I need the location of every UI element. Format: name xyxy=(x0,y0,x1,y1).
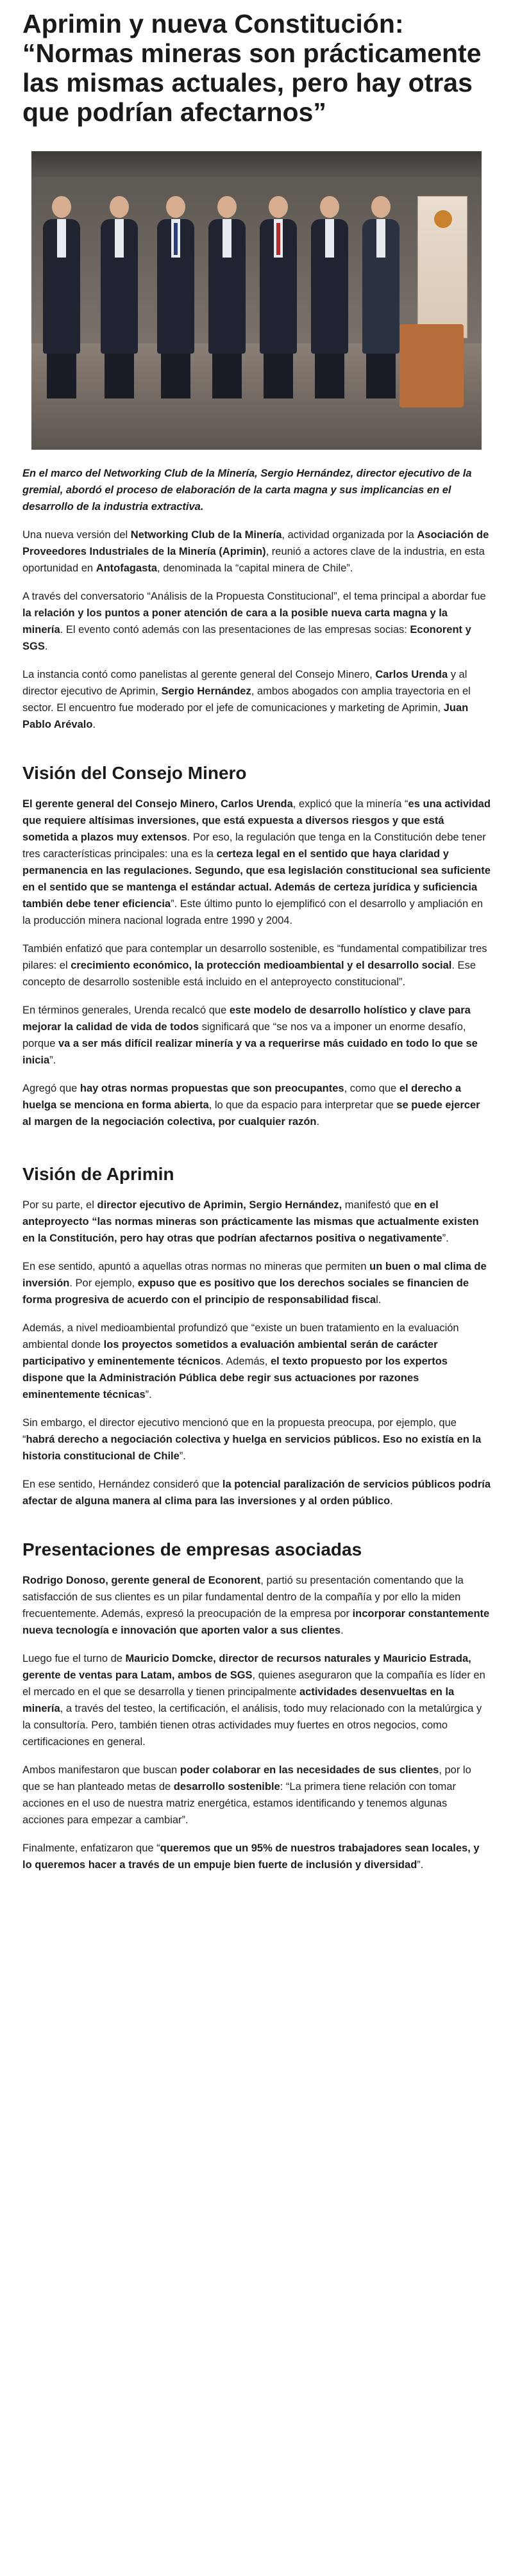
photo-person xyxy=(260,196,297,398)
paragraph xyxy=(22,666,491,733)
photo-person xyxy=(311,196,348,398)
hero-photo xyxy=(31,151,482,450)
text-run: , reunió a actores clave de la industria, en esta oportunidad en xyxy=(22,546,485,574)
text-run: , ambos abogados con amplia trayectoria en el sector. El encuentro fue moderado por el jefe de comunicaciones y marketing de Aprimin, xyxy=(22,685,471,714)
bold-text: la relación y los puntos a poner atención de cara a la posible nueva carta magna y la minería xyxy=(22,607,448,636)
section-heading: Visión del Consejo Minero xyxy=(22,763,247,783)
paragraph xyxy=(22,1840,491,1873)
text-run: En términos generales, Urenda recalcó que xyxy=(22,1005,230,1016)
bold-text: Mauricio Domcke, director de recursos naturales y Mauricio Estrada, gerente de ventas para Latam, ambos de SGS xyxy=(22,1653,471,1681)
bold-text: va a ser más difícil realizar minería y va a requerirse más cuidado en todo lo que se inicia xyxy=(22,1038,478,1066)
text-run: En ese sentido, apuntó a aquellas otras normas no mineras que permiten xyxy=(22,1261,370,1272)
bold-text: Networking Club de la Minería xyxy=(130,529,282,541)
text-run: Además, a nivel medioambiental profundizó que “existe un buen tratamiento en la evaluación ambiental donde xyxy=(22,1322,459,1350)
text-run: . Ese concepto de desarrollo sostenible está incluido en el anteproyecto constitucional”. xyxy=(22,960,476,988)
bold-text: expuso que es positivo que los derechos sociales se financien de forma progresiva de acuerdo con el principio de responsabilidad fisca xyxy=(22,1277,469,1306)
bold-text: certeza legal en el sentido que haya claridad y permanencia en las regulaciones. Segundo, que esa legislación constitucional sea suficiente en el sentido que se mantenga el estándar actual. Además de certeza jurídica y suficiencia también debe tener eficiencia xyxy=(22,848,491,910)
photo-wall xyxy=(31,151,482,343)
photo-banner-logo xyxy=(434,210,452,228)
bold-text: Rodrigo Donoso, gerente general de Econorent xyxy=(22,1575,261,1586)
text-run: Una nueva versión del xyxy=(22,529,131,541)
paragraph xyxy=(22,1476,491,1509)
bold-text: El gerente general del Consejo Minero, Carlos Urenda xyxy=(22,798,293,810)
section-heading: Presentaciones de empresas asociadas xyxy=(22,1539,362,1559)
photo-person xyxy=(157,196,194,398)
bold-text: poder colaborar en las necesidades de sus clientes xyxy=(180,1764,439,1776)
text-run: En ese sentido, Hernández consideró que xyxy=(22,1479,223,1490)
bold-text: en el anteproyecto “las normas mineras son prácticamente las mismas que actualmente existen en la Constitución, pero hay otras que podrían afectarnos positiva o negativamente xyxy=(22,1199,479,1244)
bold-text: se puede ejercer al margen de la negociación colectiva, por cualquier razón xyxy=(22,1099,480,1128)
bold-text: un buen o mal clima de inversión xyxy=(22,1261,487,1289)
text-run: , explicó que la minería “ xyxy=(292,798,408,810)
text-run: . Por eso, la regulación que tenga en la Constitución debe tener tres características principales: una es la xyxy=(22,832,486,860)
bold-text: habrá derecho a negociación colectiva y huelga en servicios públicos. Eso no existía en la historia constitucional de Chile xyxy=(22,1434,482,1462)
paragraph xyxy=(22,940,491,990)
text-run: manifestó que xyxy=(342,1199,415,1211)
text-run: ”. xyxy=(417,1859,424,1871)
bold-text: este modelo de desarrollo holístico y clave para mejorar la calidad de vida de todos xyxy=(22,1005,471,1033)
bold-text: actividades desenvueltas en la minería xyxy=(22,1686,455,1714)
bold-text: Antofagasta xyxy=(96,562,158,574)
bold-text: director ejecutivo de Aprimin, Sergio Hernández, xyxy=(97,1199,342,1211)
paragraph xyxy=(22,1762,491,1828)
text-run: Por su parte, el xyxy=(22,1199,97,1211)
bold-text: hay otras normas propuestas que son preocupantes xyxy=(80,1083,344,1094)
paragraph xyxy=(22,1415,491,1464)
text-run: La instancia contó como panelistas al gerente general del Consejo Minero, xyxy=(22,669,376,680)
text-run: . xyxy=(316,1116,320,1128)
bold-text: Sergio Hernández xyxy=(161,685,251,697)
text-run: ”. xyxy=(442,1233,449,1244)
text-run: ”. Este último punto lo ejemplificó con el desarrollo y ampliación en la producción minera nacional lograda entre 1990 y 2004. xyxy=(22,898,484,926)
bold-text: Econorent y SGS xyxy=(22,624,471,652)
text-run: A través del conversatorio “Análisis de la Propuesta Constitucional”, el tema principal a abordar fue xyxy=(22,591,486,602)
bold-text: Carlos Urenda xyxy=(375,669,448,680)
photo-person xyxy=(208,196,246,398)
paragraph xyxy=(22,1080,491,1130)
text-run: , actividad organizada por la xyxy=(282,529,417,541)
text-run: : “La primera tiene relación con tomar acciones en el uso de nuestra matriz energética, estamos identificando y tenemos algunas acciones para empezar a cambiar”. xyxy=(22,1781,456,1826)
text-run: , por lo que se han planteado metas de xyxy=(22,1764,471,1793)
text-run: , partió su presentación comentando que la satisfacción de sus clientes es un pilar fundamental dentro de la compañía y por ello la miden frecuentemente. Además, expresó la preocupación de la empresa por xyxy=(22,1575,464,1620)
text-run: , como que xyxy=(344,1083,399,1094)
text-run: . xyxy=(92,719,96,730)
bold-text: incorporar constantemente nueva tecnología e innovación que aporten valor a sus clientes xyxy=(22,1608,490,1636)
paragraph xyxy=(22,1002,491,1069)
text-run: . Por ejemplo, xyxy=(69,1277,138,1289)
article-title: Aprimin y nueva Constitución: “Normas mineras son prácticamente las mismas actuales, pero hay otras que podrían afectarnos” xyxy=(22,9,482,127)
text-run: Agregó que xyxy=(22,1083,80,1094)
bold-text: desarrollo sostenible xyxy=(173,1781,280,1793)
text-run: Sin embargo, el director ejecutivo mencionó que en la propuesta preocupa, por ejemplo, que “ xyxy=(22,1417,457,1445)
text-run: significará que “se nos va a imponer un enorme desafío, porque xyxy=(22,1021,466,1049)
bold-text: el derecho a huelga se menciona en forma abierta xyxy=(22,1083,462,1111)
bold-text: Juan Pablo Arévalo xyxy=(22,702,469,730)
text-run: . xyxy=(390,1495,393,1507)
bold-text: crecimiento económico, la protección medioambiental y el desarrollo social xyxy=(71,960,452,971)
text-run: Luego fue el turno de xyxy=(22,1653,126,1664)
photo-ceiling xyxy=(31,151,482,177)
article-lead: En el marco del Networking Club de la Minería, Sergio Hernández, director ejecutivo de la gremial, abordó el proceso de elaboración de la carta magna y sus implicancias en el desarrollo de la industria extractiva. xyxy=(22,468,472,513)
photo-person xyxy=(101,196,138,398)
paragraph xyxy=(22,1320,491,1403)
bold-text: Asociación de Proveedores Industriales de la Minería (Aprimin) xyxy=(22,529,489,557)
text-run: , denominada la “capital minera de Chile”. xyxy=(157,562,353,574)
text-run: y al director ejecutivo de Aprimin, xyxy=(22,669,467,697)
paragraph xyxy=(22,588,491,655)
bold-text: los proyectos sometidos a evaluación ambiental serán de carácter participativo y eminentemente técnicos xyxy=(22,1339,438,1367)
text-run: Ambos manifestaron que buscan xyxy=(22,1764,180,1776)
page-bottom-space xyxy=(22,1873,491,1899)
text-run: . xyxy=(44,641,48,652)
text-run: l. xyxy=(376,1294,382,1306)
photo-side-table xyxy=(399,324,464,407)
text-run: . El evento contó además con las presentaciones de las empresas socias: xyxy=(60,624,410,636)
bold-text: es una actividad que requiere altísimas inversiones, que está expuesta a diversos riesgos y que está sometida a plazos muy extensos xyxy=(22,798,491,843)
paragraph xyxy=(22,527,491,577)
bold-text: la potencial paralización de servicios públicos podría afectar de alguna manera al clima para las inversiones y al orden público xyxy=(22,1479,491,1507)
paragraph xyxy=(22,1197,491,1247)
text-run: . Además, xyxy=(221,1356,271,1367)
text-run: ”. xyxy=(49,1054,56,1066)
bold-text: queremos que un 95% de nuestros trabajadores sean locales, y lo queremos hacer a través de un empuje bien fuerte de inclusión y diversidad xyxy=(22,1842,480,1871)
text-run: ”. xyxy=(179,1450,186,1462)
text-run: . xyxy=(341,1625,344,1636)
bold-text: el texto propuesto por los expertos dispone que la Administración Pública debe regir sus actuaciones por razones eminentemente técnicas xyxy=(22,1356,448,1400)
text-run: ”. xyxy=(145,1389,152,1400)
text-run: Finalmente, enfatizaron que “ xyxy=(22,1842,160,1854)
text-run: , a través del testeo, la certificación, el análisis, todo muy relacionado con la metalúrgica y la consultoría. Pero, también tienen otras actividades muy fuertes en otros negocios, como certificaciones en general. xyxy=(22,1703,482,1748)
paragraph xyxy=(22,1572,491,1639)
photo-person xyxy=(43,196,80,398)
section-heading: Visión de Aprimin xyxy=(22,1164,174,1184)
text-run: También enfatizó que para contemplar un desarrollo sostenible, es “fundamental compatibilizar tres pilares: el xyxy=(22,943,487,971)
paragraph xyxy=(22,1258,491,1308)
paragraph xyxy=(22,1650,491,1750)
text-run: , quienes aseguraron que la compañía es líder en el mercado en el que se desarrolla y tienen principalmente xyxy=(22,1669,485,1698)
text-run: , lo que da espacio para interpretar que xyxy=(208,1099,397,1111)
photo-person xyxy=(362,196,399,398)
paragraph xyxy=(22,796,491,929)
